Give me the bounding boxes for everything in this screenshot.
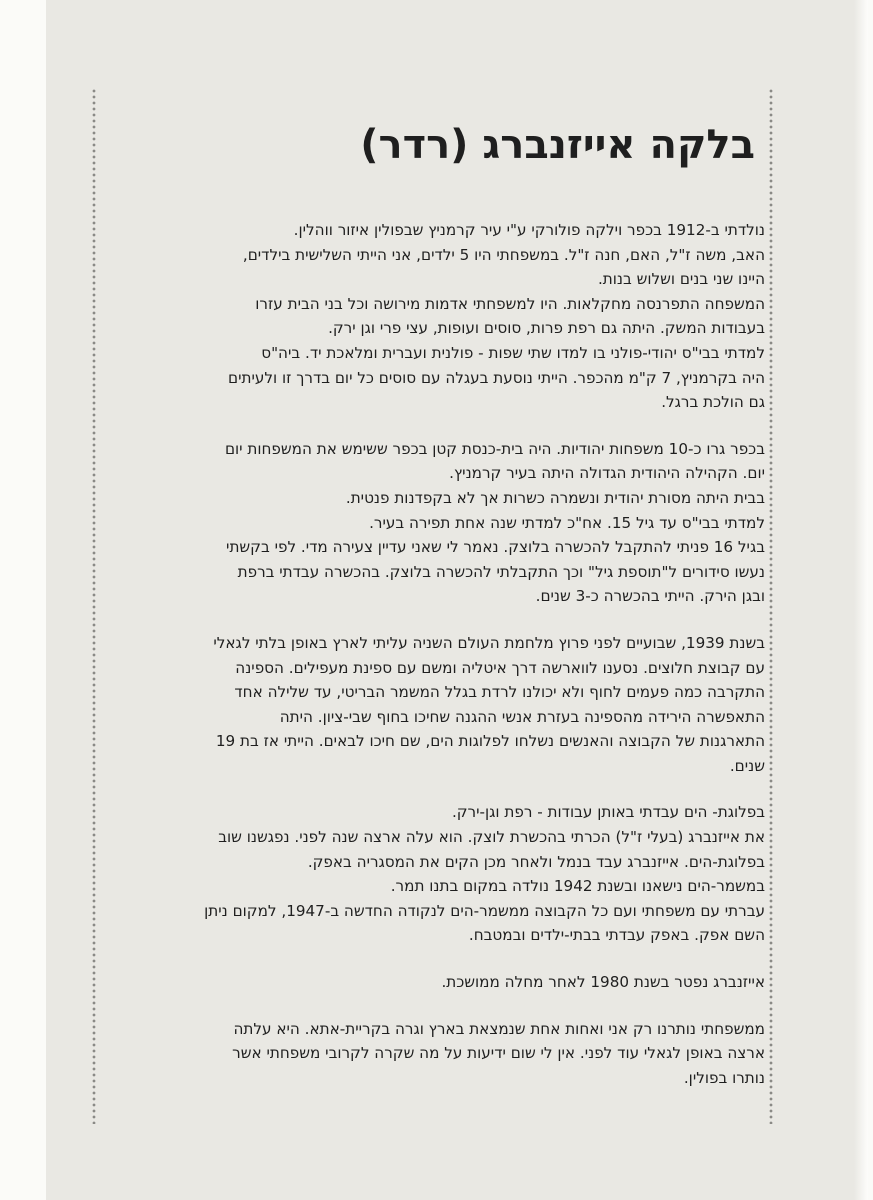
text-line: את אייזנברג (בעלי ז"ל) הכרתי בהכשרת לוצק. הוא עלה ארצה שנה לפני. נפגשנו שוב — [218, 828, 765, 847]
text-line: ממשפחתי נותרנו רק אני ואחות אחת שנמצאת בארץ וגרה בקריית-אתא. היא עלתה — [233, 1019, 765, 1038]
paper-edge-shadow — [854, 0, 868, 1200]
paragraph-village-training — [113, 437, 765, 609]
text-line: עם קבוצת חלוצים. נסענו לווארשה דרך איטליה ומשם עם ספינת מעפילים. הספינה — [235, 658, 765, 677]
page-title: בלקה אייזנברג (רדר) — [360, 122, 755, 168]
text-line: התקרבה כמה פעמים לחוף ולא יכולנו לרדת בגלל המשמר הבריטי, עד שלילה אחד — [234, 683, 765, 702]
text-line: בכפר גרו כ-10 משפחות יהודיות. היה בית-כנסת קטן בכפר ששימש את המשפחות יום — [224, 439, 765, 458]
text-line: בעבודות המשק. היתה גם רפת פרות, סוסים ועופות, עצי פרי וגן ירק. — [328, 319, 765, 338]
text-line: התאפשרה הירידה מהספינה בעזרת אנשי ההגנה שחיכו בחוף שבי-ציון. היתה — [279, 707, 765, 726]
text-line: השם אפק. באפק עבדתי בבתי-ילדים ובמטבח. — [468, 926, 765, 945]
paragraph-plugat-hayam — [113, 800, 765, 948]
text-line: במשמר-הים נישאנו ובשנת 1942 נולדה במקום בתנו תמר. — [390, 877, 765, 896]
text-line: אייזנברג נפטר בשנת 1980 לאחר מחלה ממושכת. — [441, 973, 765, 992]
text-line: בפלוגת-הים. אייזנברג עבד בנמל ולאחר מכן הקים את המסגריה באפק. — [307, 852, 765, 871]
text-line: ובגן הירק. הייתי בהכשרה כ-3 שנים. — [535, 587, 765, 606]
text-line: בגיל 16 פניתי להתקבל להכשרה בלוצק. נאמר לי שאני עדיין צעירה מדי. לפי בקשתי — [226, 538, 765, 557]
text-line: למדתי בבי"ס עד גיל 15. אח"כ למדתי שנה אחת תפירה בעיר. — [369, 513, 765, 532]
paragraph-birth-family — [113, 218, 765, 415]
text-line: שנים. — [729, 756, 765, 775]
text-line: ארצה באופן לגאלי עוד לפני. אין לי שום ידיעות על מה שקרה לקרובי משפחתי אשר — [232, 1044, 765, 1063]
paragraph-immigration — [113, 631, 765, 779]
text-line: נולדתי ב-1912 בכפר וילקה פולורקי ע"י עיר קרמניץ שבפולין איזור ווהלין. — [293, 221, 765, 239]
text-line: המשפחה התפרנסה מחקלאות. היו למשפחתי אדמות מירושה וכל בני הבית עזרו — [255, 294, 765, 313]
text-line: נותרו בפולין. — [683, 1068, 765, 1087]
paragraph-surviving-family — [113, 1017, 765, 1091]
text-line: בבית היתה מסורת יהודית ונשמרה כשרות אך לא בקפדנות פנטית. — [345, 488, 765, 507]
decorative-border-right — [768, 88, 774, 1124]
text-line: נעשו סידורים ל"תוספת גיל" וכך התקבלתי להכשרה בלוצק. בהכשרה עבדתי ברפת — [237, 562, 765, 581]
text-line: גם הולכת ברגל. — [661, 393, 765, 412]
text-line: עברתי עם משפחתי ועם כל הקבוצה ממשמר-הים לנקודה החדשה ב-1947, למקום ניתן — [204, 901, 765, 920]
text-line: התארגנות של הקבוצה והאנשים נשלחו לפלוגות הים, שם חיכו לבאים. הייתי אז בת 19 — [215, 732, 765, 751]
text-line: בפלוגת- הים עבדתי באותן עבודות - רפת וגן-ירק. — [451, 803, 765, 822]
text-line: יום. הקהילה היהודית הגדולה היתה בעיר קרמניץ. — [449, 464, 765, 483]
decorative-border-left — [91, 88, 97, 1124]
paragraph-husband-death — [113, 970, 765, 995]
text-line: האב, משה ז"ל, האם, חנה ז"ל. במשפחתי היו 5 ילדים, אני הייתי השלישית בילדים, — [242, 245, 765, 264]
text-line: בשנת 1939, שבועיים לפני פרוץ מלחמת העולם השניה עליתי לארץ באופן בלתי לגאלי — [213, 633, 765, 652]
document-body — [113, 218, 765, 1112]
text-line: למדתי בבי"ס יהודי-פולני בו למדו שתי שפות - פולנית ועברית ומלאכת יד. ביה"ס — [261, 343, 765, 362]
text-line: היה בקרמניץ, 7 ק"מ מהכפר. הייתי נוסעת בעגלה עם סוסים כל יום בדרך זו ולעיתים — [228, 368, 765, 387]
text-line: היינו שני בנים ושלוש בנות. — [597, 270, 765, 289]
